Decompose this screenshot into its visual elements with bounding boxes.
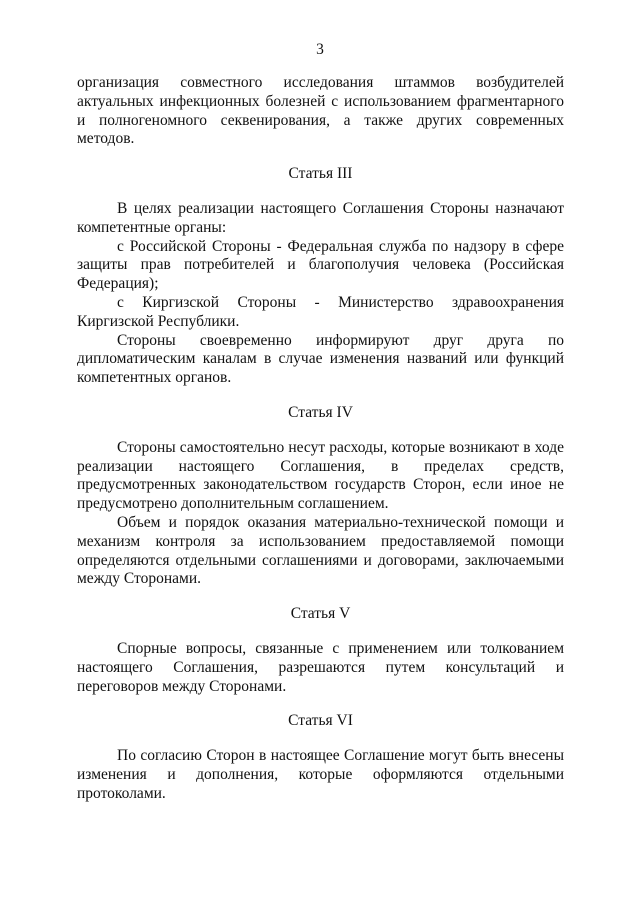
article-3-paragraph: с Киргизской Стороны - Министерство здравоохранения Киргизской Республики. <box>77 293 564 330</box>
article-3-paragraph: с Российской Стороны - Федеральная служба по надзору в сфере защиты прав потребителей и благополучия человека (Российская Федерация); <box>77 237 564 293</box>
article-3-paragraph: Стороны своевременно информируют друг друга по дипломатическим каналам в случае изменения названий или функций компетентных органов. <box>77 331 564 387</box>
page-number: 3 <box>316 41 324 58</box>
article-5-heading: Статья V <box>290 605 351 623</box>
article-6-paragraph: По согласию Сторон в настоящее Соглашение могут быть внесены изменения и дополнения, которые оформляются отдельными протоколами. <box>77 747 564 802</box>
document-body <box>77 74 564 804</box>
article-6-heading: Статья VI <box>288 712 353 730</box>
article-3-paragraph: В целях реализации настоящего Соглашения Стороны назначают компетентные органы: <box>77 199 564 236</box>
article-4-paragraph: Стороны самостоятельно несут расходы, которые возникают в ходе реализации настоящего Соглашения, в пределах средств, предусмотренных законодательством государств Сторон, если иное не предусмотрено дополнительным соглашением. <box>77 438 564 513</box>
intro-paragraph: организация совместного исследования штаммов возбудителей актуальных инфекционных болезней с использованием фрагментарного и полногеномного секвенирования, а также других современных методов. <box>77 74 564 148</box>
article-4-heading: Статья IV <box>288 403 353 421</box>
article-3-heading: Статья III <box>288 165 353 183</box>
article-4-paragraph: Объем и порядок оказания материально-технической помощи и механизм контроля за использованием предоставляемой помощи определяются отдельными соглашениями и договорами, заключаемыми между Сторонами. <box>77 513 564 588</box>
article-5-paragraph: Спорные вопросы, связанные с применением или толкованием настоящего Соглашения, разрешаются путем консультаций и переговоров между Сторонами. <box>77 639 564 695</box>
